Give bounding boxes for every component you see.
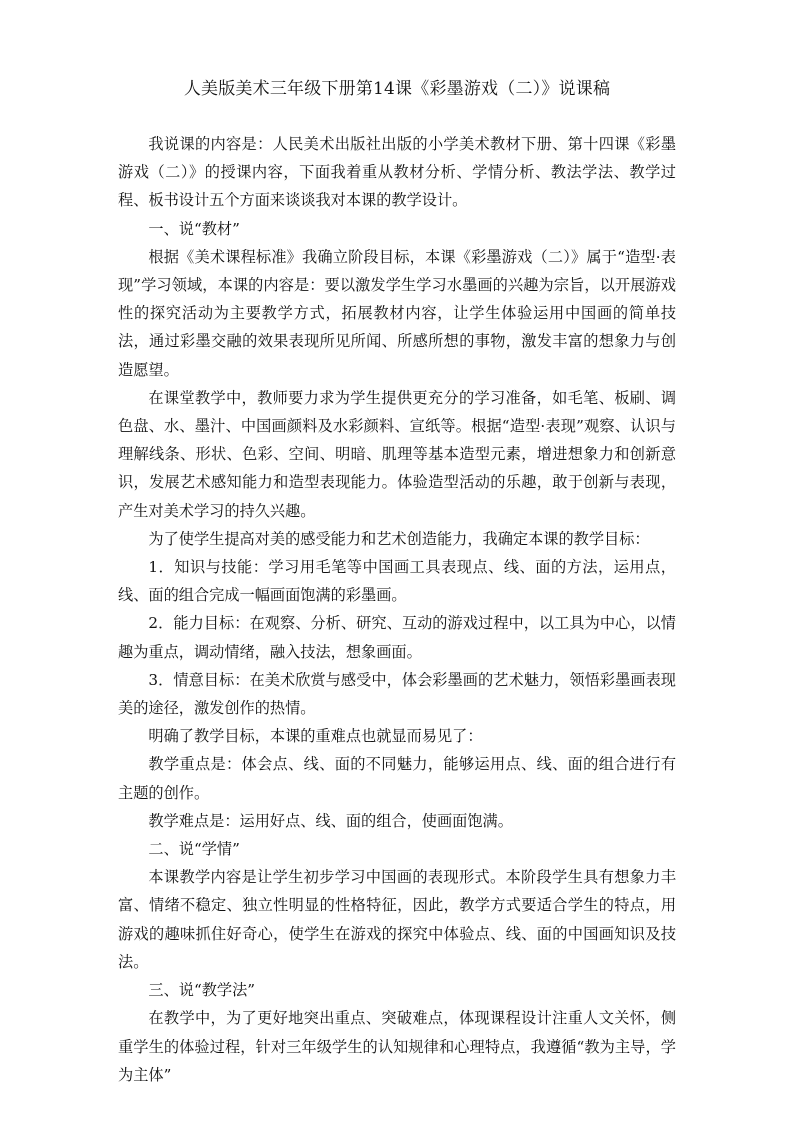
paragraph-textbook: 根据《美术课程标准》我确立阶段目标，本课《彩墨游戏（二）》属于“造型·表现”学习领域，本课的内容是：要以激发学生学习水墨画的兴趣为宗旨，以开展游戏性的探究活动为主要教学方式，拓展教材内容，让学生体验运用中国画的简单技法，通过彩墨交融的效果表现所见所闻、所感所想的事物，激发丰富的想象力与创造愿望。 [118,247,676,379]
objective-ability: 2．能力目标：在观察、分析、研究、互动的游戏过程中，以工具为中心，以情趣为重点，调动情绪，融入技法，想象画面。 [118,614,676,661]
paragraph-key-points-intro: 明确了教学目标，本课的重难点也就显而易见了： [148,727,483,746]
objective-knowledge: 1．知识与技能：学习用毛笔等中国画工具表现点、线、面的方法，运用点，线、面的组合完成一幅画面饱满的彩墨画。 [118,558,676,605]
paragraph-methods: 在教学中，为了更好地突出重点、突破难点，体现课程设计注重人文关怀，侧重学生的体验过程，针对三年级学生的认知规律和心理特点，我遵循“教为主导，学为主体” [118,1009,676,1084]
paragraph-intro: 我说课的内容是：人民美术出版社出版的小学美术教材下册、第十四课《彩墨游戏（二）》的授课内容，下面我着重从教材分析、学情分析、教法学法、教学过程、板书设计五个方面来谈谈我对本课的教学设计。 [118,135,676,210]
objective-emotion: 3．情意目标：在美术欣赏与感受中，体会彩墨画的艺术魅力，领悟彩墨画表现美的途径，激发创作的热情。 [118,670,676,718]
document-title: 人美版美术三年级下册第14课《彩墨游戏（二）》说课稿 [183,79,611,99]
paragraph-objectives-intro: 为了使学生提高对美的感受能力和艺术创造能力，我确定本课的教学目标： [148,529,650,548]
section-heading-textbook: 一、说“教材” [148,219,240,238]
section-heading-methods: 三、说“教学法” [148,981,256,1000]
paragraph-classroom: 在课堂教学中，教师要力求为学生提供更充分的学习准备，如毛笔、板刷、调色盘、水、墨汁、中国画颜料及水彩颜料、宣纸等。根据“造型·表现”观察、认识与理解线条、形状、色彩、空间、明暗、肌理等基本造型元素，增进想象力和创新意识，发展艺术感知能力和造型表现能力。体验造型活动的乐趣，敢于创新与表现，产生对美术学习的持久兴趣。 [118,388,676,520]
paragraph-students: 本课教学内容是让学生初步学习中国画的表现形式。本阶段学生具有想象力丰富、情绪不稳定、独立性明显的性格特征，因此，教学方式要适合学生的特点，用游戏的趣味抓住好奇心，使学生在游戏的探究中体验点、线、面的中国画知识及技法。 [118,868,676,971]
paragraph-key-point: 教学重点是：体会点、线、面的不同魅力，能够运用点、线、面的组合进行有主题的创作。 [118,755,676,802]
section-heading-students: 二、说“学情” [148,840,240,859]
paragraph-difficult-point: 教学难点是：运用好点、线、面的组合，使画面饱满。 [148,811,513,830]
document-body [118,130,676,1089]
